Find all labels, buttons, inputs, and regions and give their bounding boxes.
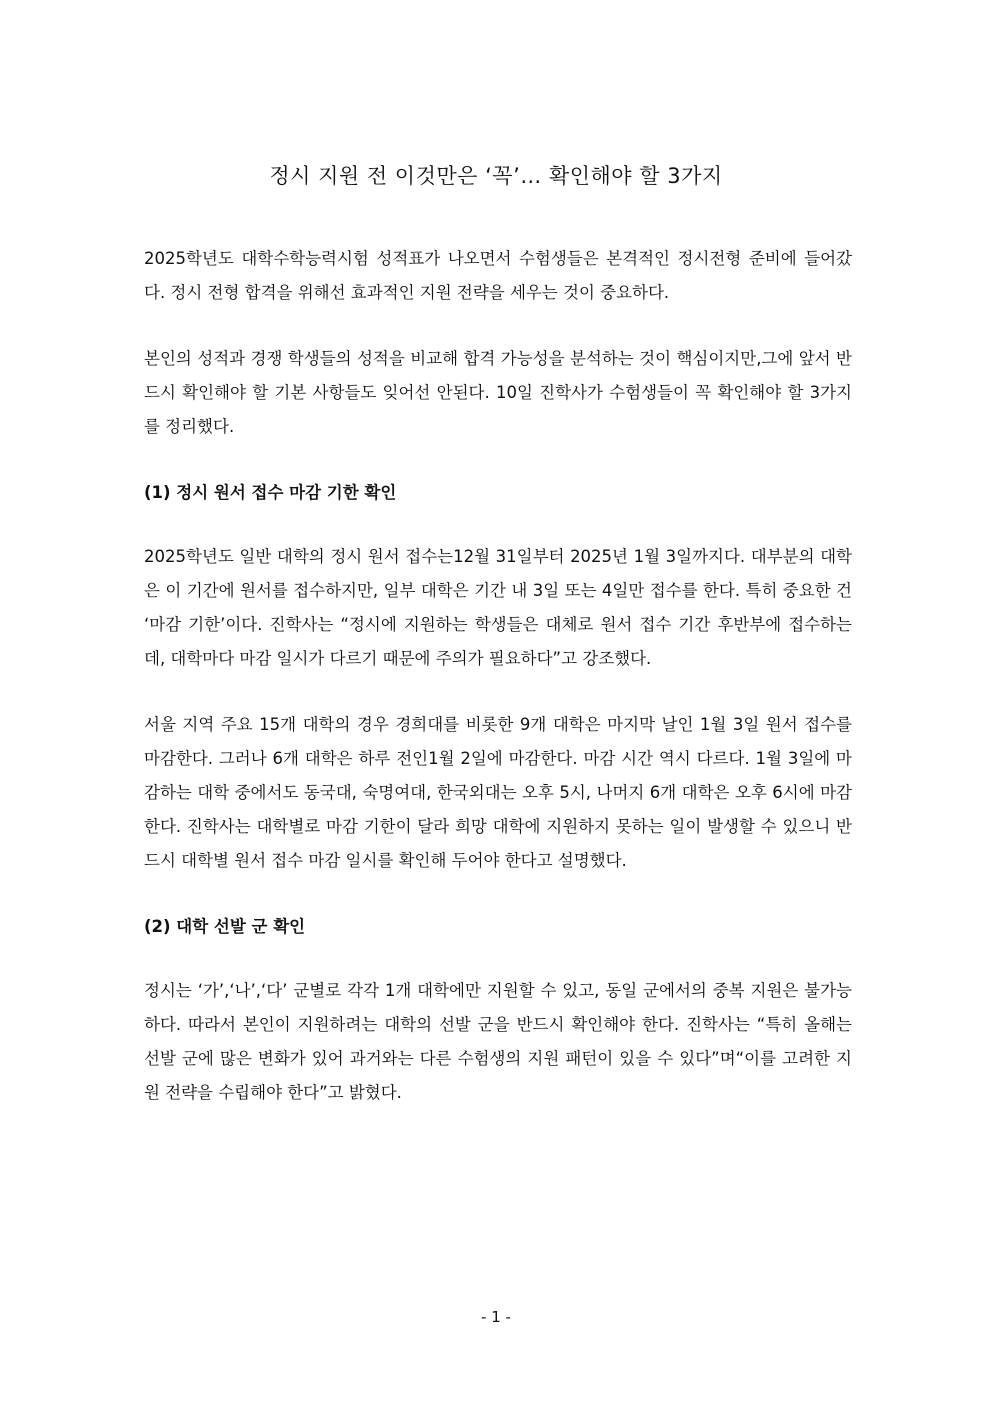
- page-number: - 1 -: [481, 1308, 511, 1326]
- section-paragraph: 2025학년도 일반 대학의 정시 원서 접수는12월 31일부터 2025년 1월 3일까지다. 대부분의 대학은 이 기간에 원서를 접수하지만, 일부 대학은 기간 내 3일 또는 4일만 접수를 한다. 특히 중요한 건 ‘마감 기한’이다. 진학사는 “정시에 지원하는 학생들은 대체로 원서 접수 기간 후반부에 접수하는데, 대학마다 마감 일시가 다르기 때문에 주의가 필요하다”고 강조했다.: [144, 547, 852, 668]
- document-body: [144, 242, 852, 1142]
- section-paragraph: 서울 지역 주요 15개 대학의 경우 경희대를 비롯한 9개 대학은 마지막 날인 1월 3일 원서 접수를 마감한다. 그러나 6개 대학은 하루 전인1월 2일에 마감한다. 마감 시간 역시 다르다. 1월 3일에 마감하는 대학 중에서도 동국대, 숙명여대, 한국외대는 오후 5시, 나머지 6개 대학은 오후 6시에 마감한다. 진학사는 대학별로 마감 기한이 달라 희망 대학에 지원하지 못하는 일이 발생할 수 있으니 반드시 대학별 원서 접수 마감 일시를 확인해 두어야 한다고 설명했다.: [144, 715, 852, 870]
- section-heading: (2) 대학 선발 군 확인: [144, 917, 306, 936]
- document-title: 정시 지원 전 이것만은 ‘꼭’… 확인해야 할 3가지: [269, 164, 723, 188]
- intro-paragraph: 본인의 성적과 경쟁 학생들의 성적을 비교해 합격 가능성을 분석하는 것이 핵심이지만,그에 앞서 반드시 확인해야 할 기본 사항들도 잊어선 안된다. 10일 진학사가 수험생들이 꼭 확인해야 할 3가지를 정리했다.: [144, 349, 852, 436]
- intro-paragraph: 2025학년도 대학수학능력시험 성적표가 나오면서 수험생들은 본격적인 정시전형 준비에 들어갔다. 정시 전형 합격을 위해선 효과적인 지원 전략을 세우는 것이 중요하다.: [144, 249, 852, 302]
- section-heading: (1) 정시 원서 접수 마감 기한 확인: [144, 483, 397, 502]
- section-paragraph: 정시는 ‘가’,‘나’,‘다’ 군별로 각각 1개 대학에만 지원할 수 있고, 동일 군에서의 중복 지원은 불가능하다. 따라서 본인이 지원하려는 대학의 선발 군을 반드시 확인해야 한다. 진학사는 “특히 올해는 선발 군에 많은 변화가 있어 과거와는 다른 수험생의 지원 패턴이 있을 수 있다”며“이를 고려한 지원 전략을 수립해야 한다”고 밝혔다.: [144, 981, 852, 1102]
